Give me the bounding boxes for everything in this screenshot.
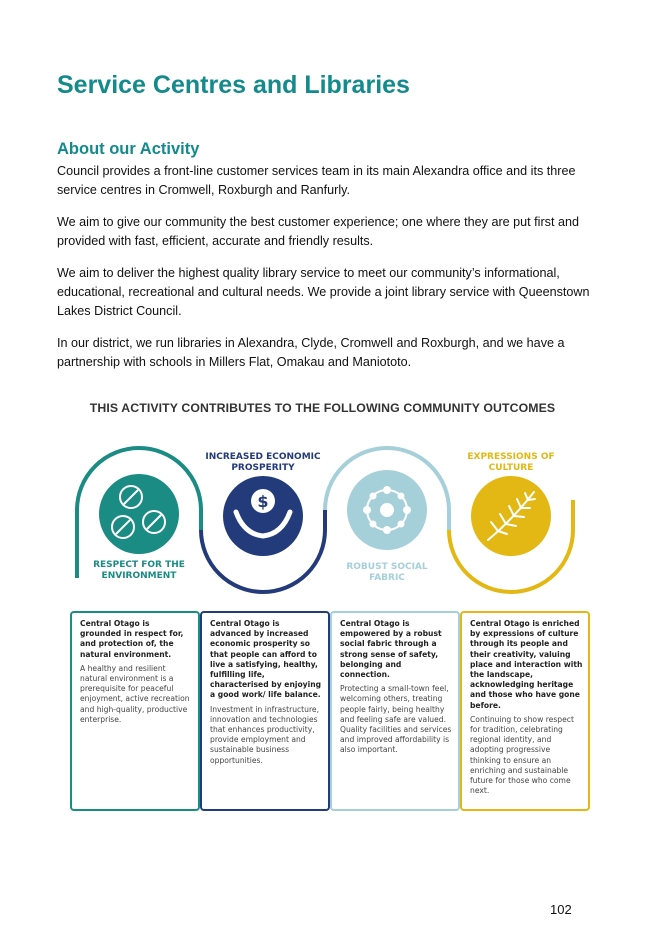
paragraph-customer-services: Council provides a front-line customer services team in its main Alexandra office and its three service centres in Cromwell, Roxburgh and Ranfurly. <box>57 164 576 197</box>
outcome-card-economic <box>200 611 330 811</box>
paragraph-library-service: We aim to deliver the highest quality library service to meet our community’s informational, educational, recreational and cultural needs. We provide a joint library service with Queenstown Lakes District Council. <box>57 266 590 318</box>
outcome-card-environment <box>70 611 200 811</box>
page-title: Service Centres and Libraries <box>57 71 410 99</box>
label-economic-line2: PROSPERITY <box>231 463 295 473</box>
outcomes-heading: THIS ACTIVITY CONTRIBUTES TO THE FOLLOWING COMMUNITY OUTCOMES <box>89 401 556 415</box>
card-body: Investment in infrastructure, innovation and technologies that enhances productivity, provide employment and sustainable business opportunities. <box>210 704 320 765</box>
card-lead: Central Otago is enriched by expressions of culture through its people and their creativity, valuing place and interaction with the landscape, acknowledging heritage and those who have gone before. <box>470 619 583 710</box>
card-lead: Central Otago is empowered by a robust social fabric through a strong sense of safety, belonging and connection. <box>340 619 442 680</box>
outcomes-graphic <box>0 440 645 600</box>
outcome-card-social <box>330 611 460 811</box>
card-lead: Central Otago is advanced by increased economic prosperity so that people can afford to live a satisfying, healthy, fulfilling life, characterised by enjoying a good work/ life balance. <box>210 619 322 700</box>
paragraph-customer-experience: We aim to give our community the best customer experience; one where they are put first and provided with fast, efficient, accurate and friendly results. <box>57 215 579 248</box>
card-body: A healthy and resilient natural environment is a prerequisite for peaceful enjoyment, active recreation and high-quality, productive enterprise. <box>80 663 190 724</box>
label-social-line2: FABRIC <box>369 573 405 583</box>
paragraph-libraries-district: In our district, we run libraries in Alexandra, Clyde, Cromwell and Roxburgh, and we have a partnership with schools in Millers Flat, Omakau and Maniototo. <box>57 336 565 369</box>
label-social-line1: ROBUST SOCIAL <box>346 562 428 572</box>
outcome-card-culture <box>460 611 590 811</box>
card-lead: Central Otago is grounded in respect for, and protection of, the natural environment. <box>80 619 184 659</box>
label-economic-line1: INCREASED ECONOMIC <box>205 452 321 462</box>
community-network-icon <box>347 470 427 550</box>
label-environment-line2: ENVIRONMENT <box>101 571 177 581</box>
svg-text:$: $ <box>257 492 269 511</box>
leaves-icon <box>99 474 179 554</box>
page-number: 102 <box>550 902 572 917</box>
section-heading: About our Activity <box>57 140 200 158</box>
card-body: Protecting a small-town feel, welcoming others, treating people fairly, being healthy and feeling safe are valued. Quality facilities and services and improved affordability is also important. <box>340 684 452 755</box>
fern-icon <box>471 476 551 556</box>
dollar-hands-icon <box>223 476 303 556</box>
label-culture-line2: CULTURE <box>488 463 534 473</box>
label-environment-line1: RESPECT FOR THE <box>93 560 185 570</box>
label-culture-line1: EXPRESSIONS OF <box>467 452 555 462</box>
card-body: Continuing to show respect for tradition, celebrating regional identity, and adopting progressive thinking to ensure an enriching and sustainable future for those who come next. <box>470 714 574 796</box>
